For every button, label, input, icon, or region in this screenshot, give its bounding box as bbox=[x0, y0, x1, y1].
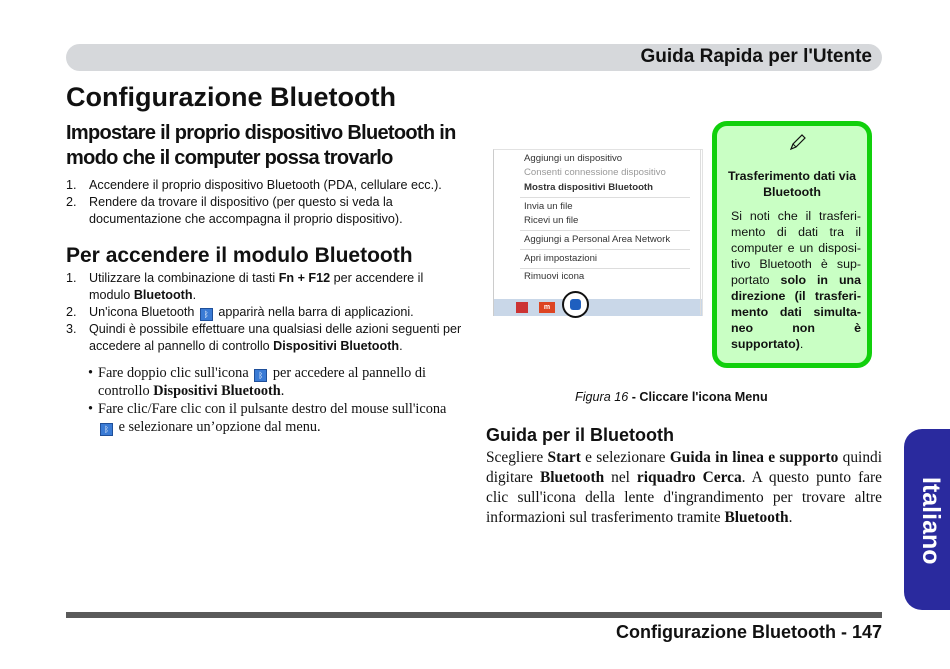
body-bold: Bluetooth bbox=[540, 469, 605, 486]
section1-list bbox=[66, 177, 471, 228]
bluetooth-icon: ᛒ bbox=[100, 423, 113, 436]
menu-item-send-file[interactable]: Invia un file bbox=[524, 200, 573, 212]
bullet-item bbox=[88, 400, 448, 436]
item-text: Un'icona Bluetooth bbox=[89, 305, 198, 319]
list-item bbox=[66, 194, 471, 228]
item-text: . bbox=[399, 339, 403, 353]
footer-rule bbox=[66, 612, 882, 618]
tray-app-icon[interactable]: m bbox=[539, 302, 555, 313]
context-menu bbox=[524, 152, 690, 285]
taskbar bbox=[494, 299, 702, 316]
language-tab-label: Italiano bbox=[917, 477, 945, 565]
bullet-dot: • bbox=[88, 401, 94, 417]
figure-caption-text: - Cliccare l'icona Menu bbox=[628, 390, 768, 404]
body-text: nel bbox=[604, 469, 637, 486]
bullet-text: Fare doppio clic sull'icona bbox=[98, 365, 253, 381]
list-item bbox=[66, 304, 466, 321]
menu-item-add-device[interactable]: Aggiungi un dispositivo bbox=[524, 153, 623, 164]
item-text: Quindi è possibile effettuare una qualsiasi delle azioni seguenti per accedere al pannello di controllo bbox=[89, 322, 462, 353]
body-text: Scegliere bbox=[486, 449, 548, 466]
divider bbox=[700, 149, 701, 315]
menu-item-open-settings[interactable]: Apri impostazioni bbox=[524, 252, 598, 264]
item-text: . bbox=[192, 288, 197, 302]
item-text: Accendere il proprio dispositivo Bluetooth (PDA, cellulare ecc.). bbox=[89, 178, 442, 192]
item-number: 2. bbox=[66, 305, 77, 319]
body-text: e selezionare bbox=[580, 449, 670, 466]
body-bold: Start bbox=[547, 449, 581, 466]
bullet-dot: • bbox=[88, 365, 94, 381]
menu-item-receive-file[interactable]: Ricevi un file bbox=[524, 215, 579, 227]
bluetooth-icon bbox=[570, 299, 581, 310]
list-item bbox=[66, 270, 466, 304]
menu-separator bbox=[520, 249, 690, 250]
figure-caption bbox=[575, 390, 768, 404]
item-text: per accendere il modulo bbox=[89, 271, 424, 302]
header-bar bbox=[66, 44, 882, 71]
body-text: quindi digitare bbox=[486, 449, 882, 486]
footer-title: Configurazione Bluetooth - 147 bbox=[615, 622, 882, 642]
body-bold: riquadro Cerca bbox=[636, 469, 742, 486]
menu-item-add-pan[interactable]: Aggiungi a Personal Area Network bbox=[524, 233, 671, 245]
menu-item-remove-icon[interactable]: Rimuovi icona bbox=[524, 271, 585, 283]
item-bold: Dispositivi Bluetooth bbox=[273, 339, 400, 353]
body-bold: Guida in linea e supporto bbox=[669, 449, 839, 466]
bullet-text: per accedere al pannello di controllo bbox=[98, 365, 427, 399]
item-bold: Bluetooth bbox=[133, 288, 193, 302]
item-number: 2. bbox=[66, 195, 77, 209]
item-text: apparirà nella barra di applicazioni. bbox=[214, 305, 414, 319]
item-text: Rendere da trovare il dispositivo (per questo si veda la documentazione che accompagna il proprio dispositivo). bbox=[89, 195, 403, 226]
item-text: Utilizzare la combinazione di tasti bbox=[89, 271, 279, 285]
context-menu-screenshot bbox=[493, 149, 703, 316]
bullet-item bbox=[88, 364, 448, 400]
menu-separator bbox=[520, 197, 690, 198]
body-text: . bbox=[788, 509, 793, 526]
header-title: Guida Rapida per l'Utente bbox=[640, 46, 872, 67]
bluetooth-tray-icon-highlight[interactable] bbox=[562, 291, 589, 318]
note-box bbox=[712, 121, 872, 368]
note-title: Trasferimento dati via Bluetooth bbox=[727, 169, 857, 199]
section2-list bbox=[66, 270, 466, 355]
key-combo: Fn + F12 bbox=[278, 271, 331, 285]
section1-title: Impostare il proprio dispositivo Bluetooth in modo che il computer possa trovarlo bbox=[66, 122, 456, 169]
note-text: Si noti che il trasferi-mento di dati tra il computer e un disposi-tivo Bluetooth è sup-portato bbox=[731, 209, 861, 287]
menu-separator bbox=[520, 230, 690, 231]
list-item bbox=[66, 321, 466, 355]
bullet-bold: Dispositivi Bluetooth bbox=[153, 383, 281, 399]
bullet-list bbox=[88, 364, 448, 436]
note-text: . bbox=[799, 337, 804, 351]
list-item bbox=[66, 177, 471, 194]
menu-separator bbox=[520, 268, 690, 269]
section3-title: Guida per il Bluetooth bbox=[486, 425, 674, 445]
note-bold: solo in una direzione (il trasferi-mento dati simulta-neo non è supportato) bbox=[731, 273, 861, 351]
body-text: . A questo punto fare clic sull'icona della lente d'ingrandimento per trovare altre informazioni sul trasferimento tramite bbox=[486, 469, 883, 526]
tray-app-icon[interactable] bbox=[516, 302, 528, 313]
bluetooth-icon: ᛒ bbox=[254, 369, 267, 382]
menu-item-show-devices[interactable]: Mostra dispositivi Bluetooth bbox=[524, 181, 653, 193]
section2-title: Per accendere il modulo Bluetooth bbox=[66, 244, 413, 267]
pencil-icon bbox=[789, 134, 806, 151]
bullet-text: e selezionare un’opzione dal menu. bbox=[115, 419, 321, 435]
note-body bbox=[731, 208, 861, 352]
bluetooth-icon: ᛒ bbox=[200, 308, 213, 321]
menu-item-allow-connection[interactable]: Consenti connessione dispositivo bbox=[524, 167, 666, 179]
figure-label: Figura 16 bbox=[575, 390, 629, 404]
page-title: Configurazione Bluetooth bbox=[66, 82, 396, 112]
language-tab[interactable] bbox=[904, 429, 950, 610]
body-bold: Bluetooth bbox=[724, 509, 789, 526]
item-number: 1. bbox=[66, 178, 77, 192]
bullet-text: Fare clic/Fare clic con il pulsante destro del mouse sull'icona bbox=[98, 401, 447, 417]
section3-body bbox=[486, 448, 882, 528]
item-number: 3. bbox=[66, 322, 77, 336]
item-number: 1. bbox=[66, 271, 77, 285]
bullet-text: . bbox=[280, 383, 285, 399]
